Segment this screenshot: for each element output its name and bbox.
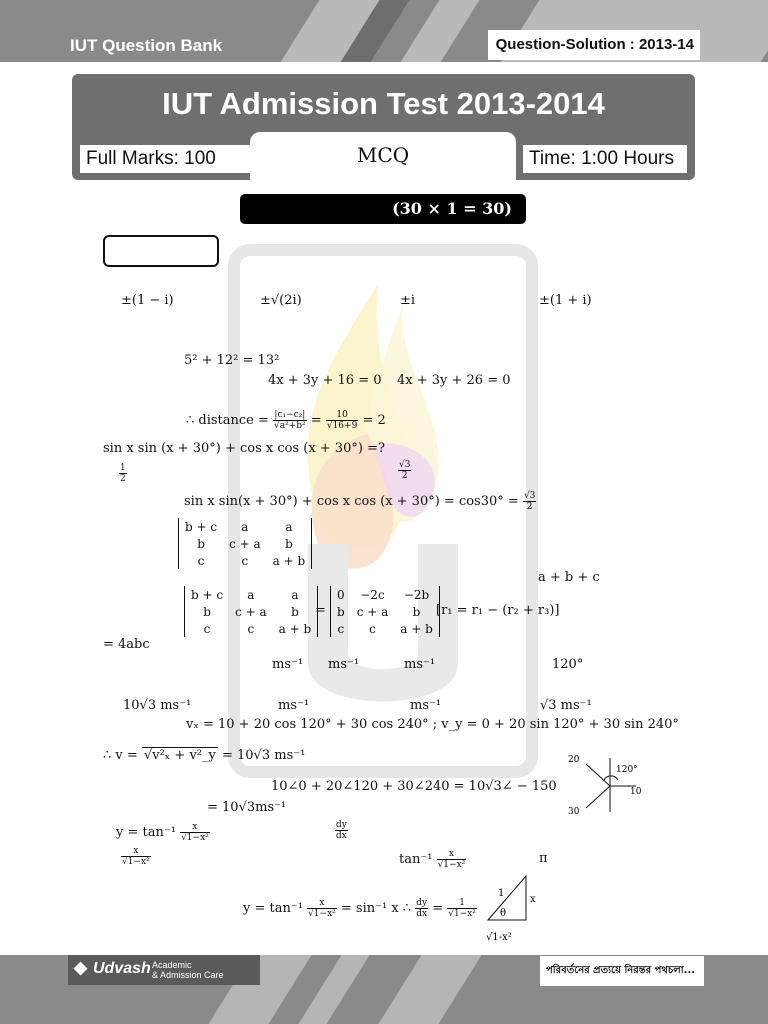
q3-option-half: $\frac{1}{2}$ xyxy=(120,463,126,484)
q5-option-c: ms⁻¹ xyxy=(410,698,442,713)
q5-resultant: ∴ v = √v²ₓ + v²_y = 10√3 ms⁻¹ xyxy=(103,748,306,763)
q5-diagram-label-10: 10 xyxy=(630,787,642,797)
title-banner xyxy=(72,74,695,180)
q2-result: = 2 xyxy=(362,413,386,428)
footer-tagline: Academic & Admission Care xyxy=(152,960,224,980)
time-label: Time: 1:00 Hours xyxy=(523,145,687,173)
q1-option-b: ±√(2i) xyxy=(260,293,302,308)
q4-result: = 4abc xyxy=(103,637,150,652)
q2-distance: ∴ distance = $\frac{\text{|c₁−c₂|}}{\text{√a²+b²}}$ = $\frac{10}{√16+9}$ = 2 xyxy=(186,410,386,431)
footer-brand: Udvash xyxy=(93,960,151,977)
q5-diagram-label-20: 20 xyxy=(568,755,580,765)
q4-row-operation: [r₁ = r₁ − (r₂ + r₃)] xyxy=(436,603,560,618)
q5-vector-diagram xyxy=(564,750,654,818)
q2-distance-prefix: ∴ distance = xyxy=(186,413,269,428)
q1-option-a: ±(1 − i) xyxy=(121,293,174,308)
q5-angle: 120° xyxy=(552,657,584,672)
q6-triangle-hyp: 1 xyxy=(498,888,505,899)
q4-determinant-left: b + c a a b c + a b c c a + b xyxy=(184,586,318,637)
q6-derivative: $\frac{dy}{dx}$ xyxy=(336,820,347,841)
full-marks-label: Full Marks: 100 xyxy=(80,145,250,173)
q2-value-fraction: $\frac{10}{√16+9}$ xyxy=(326,410,358,431)
q1-option-c: ±i xyxy=(400,293,416,308)
q6-function: y = tan⁻¹ $\frac{x}{\text{√1−x²}}$ xyxy=(116,822,209,843)
q5-diagram-label-30: 30 xyxy=(568,807,580,817)
udvash-logo-icon: ◆ xyxy=(74,958,88,977)
q6-triangle-angle: θ xyxy=(500,908,507,919)
q1-option-d: ±(1 + i) xyxy=(539,293,592,308)
q5-phasor: 10∠0 + 20∠120 + 30∠240 = 10√3∠ − 150 xyxy=(271,779,557,794)
q3-question: sin x sin (x + 30°) + cos x cos (x + 30°) =? xyxy=(103,441,385,456)
q2-pythagoras: 5² + 12² = 13² xyxy=(184,353,280,368)
footer-slogan: পরিবর্তনের প্রত্যয়ে নিরন্তর পথচলা... xyxy=(546,965,696,976)
q6-triangle-adj: √1-x² xyxy=(486,932,512,943)
q2-distance-fraction: $\frac{\text{|c₁−c₂|}}{\text{√a²+b²}}$ xyxy=(274,410,306,431)
section-label: MCQ xyxy=(250,132,516,180)
q6-triangle-diagram xyxy=(482,872,542,946)
q5-unit-3: ms⁻¹ xyxy=(404,657,436,672)
marks-pill-text: (30 × 1 = 30) xyxy=(392,199,512,218)
q3-option-root3: $\frac{√3}{2}$ xyxy=(399,460,411,481)
q6-triangle-opp: x xyxy=(530,894,536,905)
q5-option-a: 10√3 ms⁻¹ xyxy=(123,698,192,713)
q4-determinant: b + c a a b c + a b c c a + b xyxy=(178,518,312,569)
marks-pill xyxy=(240,194,526,224)
q4-determinant-right: 0 −2c −2b b c + a b c c a + b xyxy=(330,586,440,637)
exam-title: IUT Admission Test 2013-2014 xyxy=(162,86,605,121)
header-left-title: IUT Question Bank xyxy=(70,36,223,55)
q6-solution: y = tan⁻¹ $\frac{x}{\text{√1−x²}}$ = sin⁻¹ x ∴ $\frac{dy}{dx}$ = $\frac{1}{\text{√1−x²}}$ xyxy=(243,898,476,919)
q6-option-c: tan⁻¹ $\frac{x}{\text{√1−x²}}$ xyxy=(399,849,466,870)
q5-option-d: √3 ms⁻¹ xyxy=(540,698,592,713)
q5-phasor-result: = 10√3ms⁻¹ xyxy=(207,800,287,815)
question-number-box xyxy=(103,235,219,267)
q5-option-b: ms⁻¹ xyxy=(278,698,310,713)
q5-diagram-label-angle: 120° xyxy=(616,765,638,775)
q2-line-b: 4x + 3y + 26 = 0 xyxy=(397,373,511,388)
q6-option-d: π xyxy=(539,851,548,866)
q4-equals: = xyxy=(315,603,326,618)
q5-unit-1: ms⁻¹ xyxy=(272,657,304,672)
q4-answer: a + b + c xyxy=(538,570,600,585)
q2-line-a: 4x + 3y + 16 = 0 xyxy=(268,373,382,388)
header-right-title: Question-Solution : 2013-14 xyxy=(495,36,694,53)
q3-solution: sin x sin(x + 30°) + cos x cos (x + 30°) = cos30° = $\frac{√3}{2}$ xyxy=(184,491,536,512)
q6-option-a: $\frac{x}{\text{√1−x²}}$ xyxy=(122,846,150,867)
q5-unit-2: ms⁻¹ xyxy=(328,657,360,672)
q5-components: vₓ = 10 + 20 cos 120° + 30 cos 240° ; v_y = 0 + 20 sin 120° + 30 sin 240° xyxy=(186,717,679,732)
